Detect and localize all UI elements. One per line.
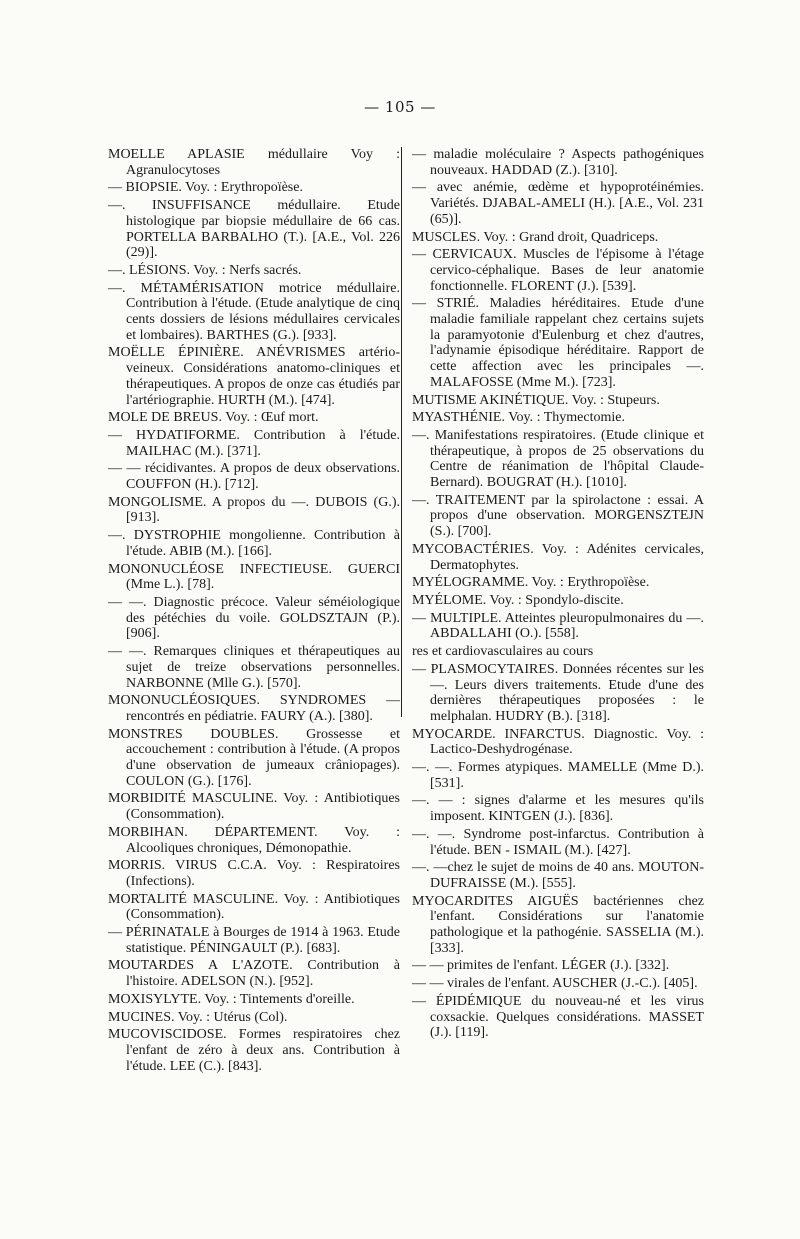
index-entry: MUSCLES. Voy. : Grand droit, Quadriceps. xyxy=(412,229,659,245)
index-entry: —. —. Syndrome post-infarctus. Contribution à l'étude. BEN - ISMAIL (M.). [427]. xyxy=(412,826,704,858)
index-entry: —. TRAITEMENT par la spirolactone : essai. A propos d'une observation. MORGENSZTEJN (S.). [700]. xyxy=(412,492,704,540)
index-entry: res et cardiovasculaires au cours xyxy=(412,644,594,660)
index-entry: — —. Remarques cliniques et thérapeutiques au sujet de treize observations personnelles. NARBONNE (Mlle G.). [570]. xyxy=(108,644,400,691)
index-entry: MYÉLOGRAMME. Voy. : Erythropoïèse. xyxy=(412,575,650,591)
index-entry: —. DYSTROPHIE mongolienne. Contribution à l'étude. ABIB (M.). [166]. xyxy=(108,528,400,559)
index-entry: MOËLLE ÉPINIÈRE. ANÉVRISMES artério-veineux. Considérations anatomo-cliniques et thérapeutiques. A propos de onze cas étudiés par l'artériographie. HURTH (M.). [474]. xyxy=(108,345,400,408)
index-entry: MUCINES. Voy. : Utérus (Col). xyxy=(108,1009,288,1025)
index-entry: — — primites de l'enfant. LÉGER (J.). [332]. xyxy=(412,958,670,974)
index-entry: MORTALITÉ MASCULINE. Voy. : Antibiotiques (Consommation). xyxy=(108,891,400,923)
index-entry: MYOCARDITES AIGUËS bactériennes chez l'enfant. Considérations sur l'anatomie pathologique et la pathogénie. SASSELIA (M.). [333]. xyxy=(412,893,704,956)
index-entry: MOXISYLYTE. Voy. : Tintements d'oreille. xyxy=(108,991,355,1007)
index-entry: MYCOBACTÉRIES. Voy. : Adénites cervicales, Dermatophytes. xyxy=(412,541,704,573)
index-entry: — MULTIPLE. Atteintes pleuropulmonaires du —. ABDALLAHI (O.). [558]. xyxy=(412,610,704,642)
index-entry: MYÉLOME. Voy. : Spondylo-discite. xyxy=(412,592,624,608)
index-entry: MORBIDITÉ MASCULINE. Voy. : Antibiotiques (Consommation). xyxy=(108,791,400,823)
index-entry: — —. Diagnostic précoce. Valeur séméiologique des pétéchies du voile. GOLDSZTAJN (P.). [906]. xyxy=(108,594,400,642)
index-entry: —. —chez le sujet de moins de 40 ans. MOUTON-DUFRAISSE (M.). [555]. xyxy=(412,860,704,891)
index-entry: MUCOVISCIDOSE. Formes respiratoires chez l'enfant de zéro à deux ans. Contribution à l'étude. LEE (C.). [843]. xyxy=(108,1027,400,1074)
page-number: — 105 — xyxy=(364,98,436,116)
index-entry: MOUTARDES A L'AZOTE. Contribution à l'histoire. ADELSON (N.). [952]. xyxy=(108,958,400,990)
index-entry: — BIOPSIE. Voy. : Erythropoïèse. xyxy=(108,180,303,196)
index-entry: — maladie moléculaire ? Aspects pathogéniques nouveaux. HADDAD (Z.). [310]. xyxy=(412,147,704,178)
index-entry: MYASTHÉNIE. Voy. : Thymectomie. xyxy=(412,410,625,426)
column-divider xyxy=(401,147,402,717)
index-entry: — PLASMOCYTAIRES. Données récentes sur les —. Leurs divers traitements. Etude d'une des dernières thérapeutiques proposées : le melphalan. HUDRY (B.). [318]. xyxy=(412,661,704,724)
index-entry: — STRIÉ. Maladies héréditaires. Etude d'une maladie familiale rappelant chez certains sujets la paramyotonie d'Eulenburg et chez d'autres, l'adynamie épisodique héréditaire. Rapport de cette affection avec les principales —. MALAFOSSE (Mme M.). [723]. xyxy=(412,296,704,390)
index-entry: — — virales de l'enfant. AUSCHER (J.-C.). [405]. xyxy=(412,976,698,992)
right-column xyxy=(412,147,704,1043)
index-entry: MYOCARDE. INFARCTUS. Diagnostic. Voy. : Lactico-Deshydrogénase. xyxy=(412,726,704,758)
index-entry: —. —. Formes atypiques. MAMELLE (Mme D.). [531]. xyxy=(412,760,704,791)
index-entry: MONONUCLÉOSE INFECTIEUSE. GUERCI (Mme L.). [78]. xyxy=(108,561,400,593)
index-entry: MORBIHAN. DÉPARTEMENT. Voy. : Alcooliques chroniques, Démonopathie. xyxy=(108,824,400,856)
index-entry: — CERVICAUX. Muscles de l'épisome à l'étage cervico-céphalique. Bases de leur anatomie fonctionnelle. FLORENT (J.). [539]. xyxy=(412,247,704,294)
index-entry: —. Manifestations respiratoires. (Etude clinique et thérapeutique, à propos de 25 observations du Centre de réanimation de l'hôpital Claude-Bernard). BOUGRAT (H.). [1010]. xyxy=(412,427,704,491)
index-entry: MONONUCLÉOSIQUES. SYNDROMES — rencontrés en pédiatrie. FAURY (A.). [380]. xyxy=(108,693,400,724)
index-entry: —. LÉSIONS. Voy. : Nerfs sacrés. xyxy=(108,262,302,278)
index-entry: MORRIS. VIRUS C.C.A. Voy. : Respiratoires (Infections). xyxy=(108,858,400,889)
index-entry: MUTISME AKINÉTIQUE. Voy. : Stupeurs. xyxy=(412,392,660,408)
left-column xyxy=(108,147,400,1076)
index-entry: —. MÉTAMÉRISATION motrice médullaire. Contribution à l'étude. (Etude analytique de cinq cents dossiers de lésions médullaires cervicales et lombaires). BARTHES (G.). [933]. xyxy=(108,280,400,343)
index-entry: — PÉRINATALE à Bourges de 1914 à 1963. Etude statistique. PÉNINGAULT (P.). [683]. xyxy=(108,925,400,956)
index-entry: — ÉPIDÉMIQUE du nouveau-né et les virus coxsackie. Quelques considérations. MASSET (J.). [119]. xyxy=(412,993,704,1041)
index-entry: — avec anémie, œdème et hypoprotéinémies. Variétés. DJABAL-AMELI (H.). [A.E., Vol. 231 (65)]. xyxy=(412,180,704,227)
index-entry: — HYDATIFORME. Contribution à l'étude. MAILHAC (M.). [371]. xyxy=(108,427,400,459)
index-entry: MOLE DE BREUS. Voy. : Œuf mort. xyxy=(108,410,319,426)
index-entry: MOELLE APLASIE médullaire Voy : Agranulocytoses xyxy=(108,147,400,178)
index-entry: —. INSUFFISANCE médullaire. Etude histologique par biopsie médullaire de 66 cas. PORTELLA BARBALHO (T.). [A.E., Vol. 226 (29)]. xyxy=(108,198,400,261)
index-entry: MONGOLISME. A propos du —. DUBOIS (G.). [913]. xyxy=(108,494,400,526)
index-entry: MONSTRES DOUBLES. Grossesse et accouchement : contribution à l'étude. (A propos d'une observation de jumeaux crâniopages). COULON (G.). [176]. xyxy=(108,726,400,789)
index-entry: —. — : signes d'alarme et les mesures qu'ils imposent. KINTGEN (J.). [836]. xyxy=(412,793,704,825)
index-entry: — — récidivantes. A propos de deux observations. COUFFON (H.). [712]. xyxy=(108,461,400,493)
